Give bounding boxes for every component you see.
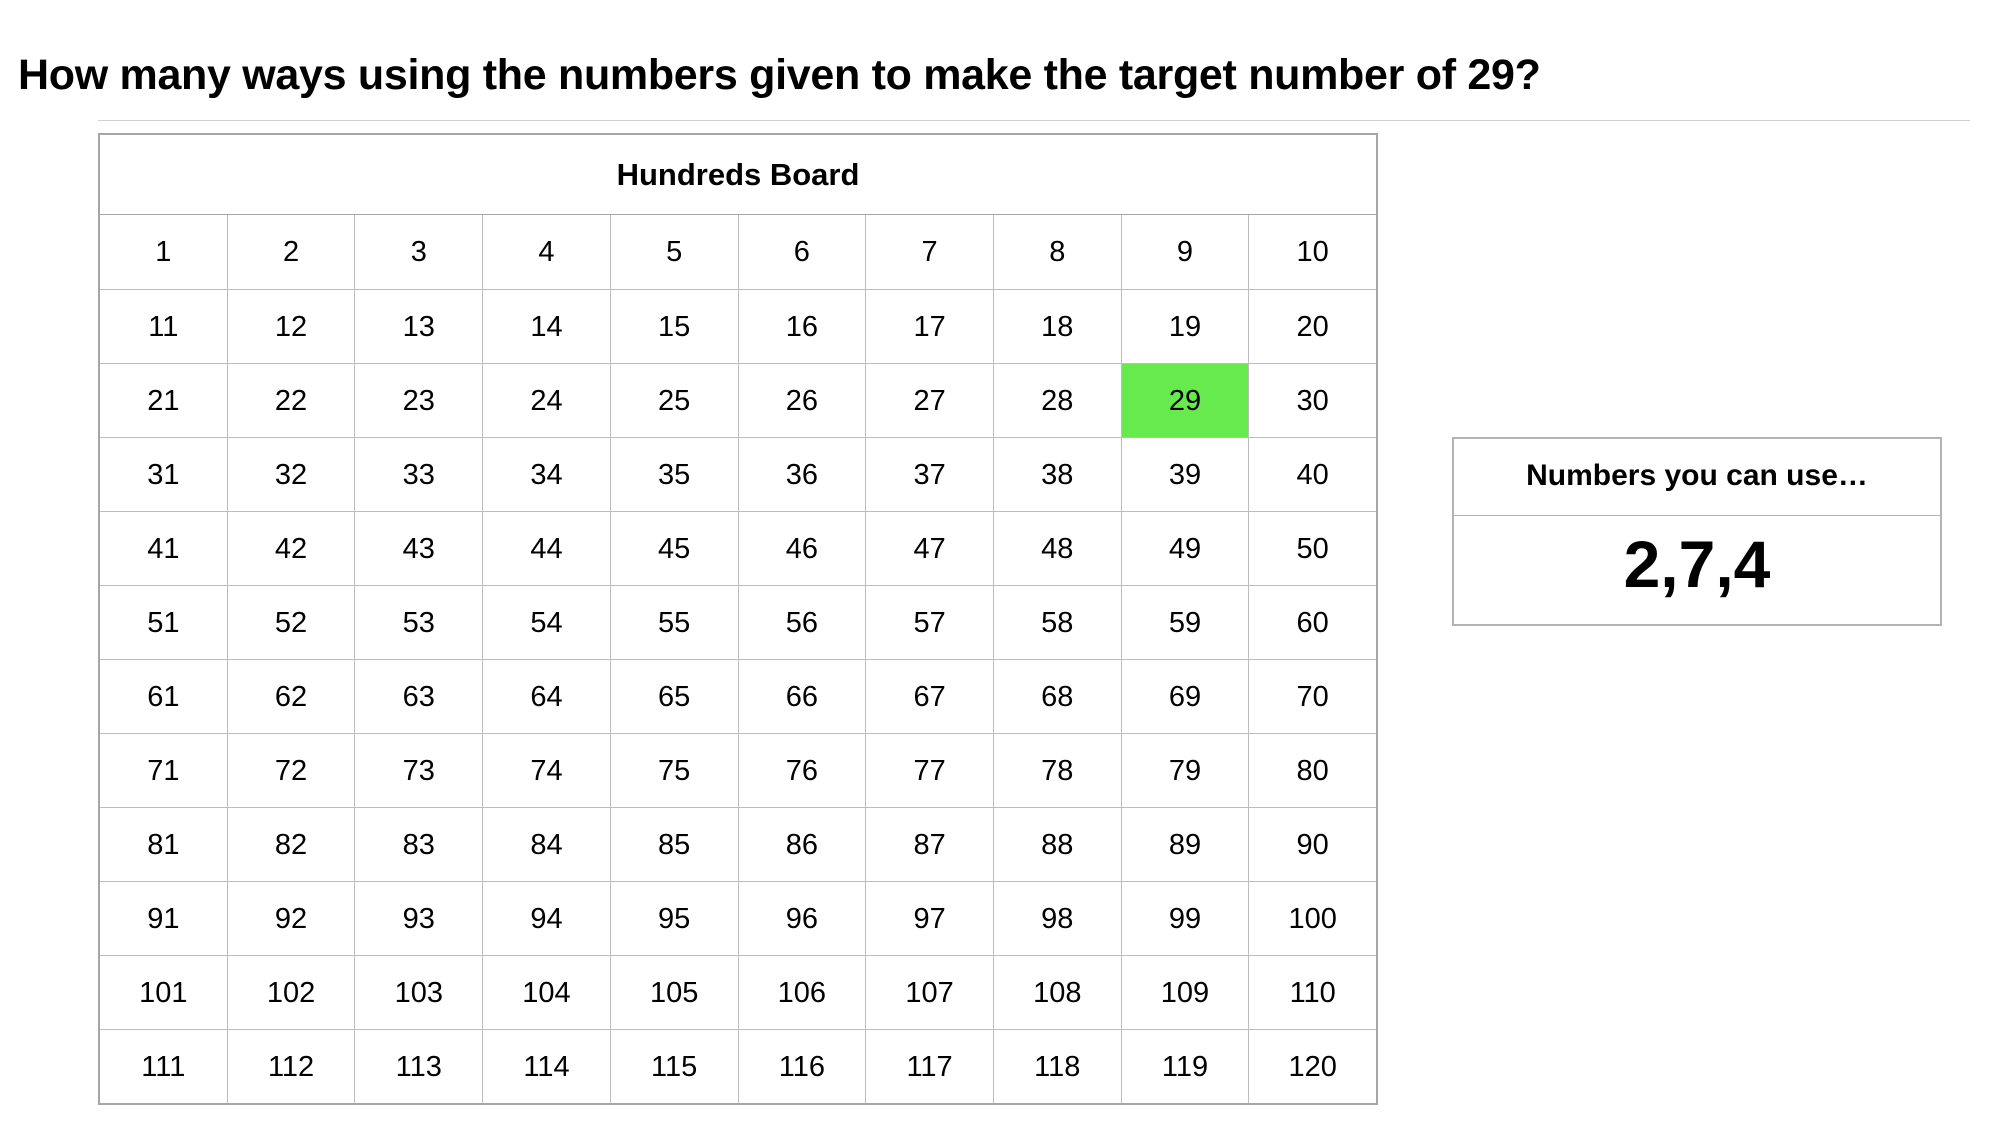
board-cell[interactable]: 102 — [227, 955, 355, 1029]
board-cell[interactable]: 58 — [993, 585, 1121, 659]
board-row — [100, 585, 1376, 659]
board-cell[interactable]: 53 — [354, 585, 482, 659]
board-cell[interactable]: 108 — [993, 955, 1121, 1029]
board-cell[interactable]: 83 — [354, 807, 482, 881]
numbers-you-can-use-panel — [1452, 437, 1942, 626]
board-cell[interactable]: 99 — [1121, 881, 1249, 955]
board-cell[interactable]: 57 — [865, 585, 993, 659]
board-cell[interactable]: 84 — [482, 807, 610, 881]
board-cell[interactable]: 40 — [1248, 437, 1376, 511]
board-cell[interactable]: 61 — [100, 659, 227, 733]
board-cell[interactable]: 13 — [354, 289, 482, 363]
board-cell[interactable]: 65 — [610, 659, 738, 733]
board-cell[interactable]: 103 — [354, 955, 482, 1029]
board-cell[interactable]: 75 — [610, 733, 738, 807]
board-cell[interactable]: 59 — [1121, 585, 1249, 659]
board-cell[interactable]: 116 — [738, 1029, 866, 1103]
board-cell[interactable]: 70 — [1248, 659, 1376, 733]
board-cell[interactable]: 97 — [865, 881, 993, 955]
board-cell[interactable]: 27 — [865, 363, 993, 437]
board-cell[interactable]: 86 — [738, 807, 866, 881]
board-cell[interactable]: 23 — [354, 363, 482, 437]
board-cell[interactable]: 51 — [100, 585, 227, 659]
board-cell[interactable]: 78 — [993, 733, 1121, 807]
board-cell[interactable]: 26 — [738, 363, 866, 437]
board-cell[interactable]: 15 — [610, 289, 738, 363]
board-cell[interactable]: 101 — [100, 955, 227, 1029]
board-cell[interactable]: 106 — [738, 955, 866, 1029]
board-cell[interactable]: 118 — [993, 1029, 1121, 1103]
board-cell[interactable]: 18 — [993, 289, 1121, 363]
board-cell[interactable]: 50 — [1248, 511, 1376, 585]
board-cell[interactable]: 82 — [227, 807, 355, 881]
hundreds-board — [98, 133, 1378, 1105]
board-cell[interactable]: 46 — [738, 511, 866, 585]
board-cell[interactable]: 56 — [738, 585, 866, 659]
board-cell[interactable]: 100 — [1248, 881, 1376, 955]
numbers-panel-value: 2,7,4 — [1623, 527, 1771, 602]
board-row — [100, 659, 1376, 733]
board-cell[interactable]: 77 — [865, 733, 993, 807]
board-cell[interactable]: 62 — [227, 659, 355, 733]
board-cell[interactable]: 63 — [354, 659, 482, 733]
board-cell[interactable]: 32 — [227, 437, 355, 511]
board-cell[interactable]: 49 — [1121, 511, 1249, 585]
board-row — [100, 807, 1376, 881]
board-cell[interactable]: 104 — [482, 955, 610, 1029]
board-cell[interactable]: 94 — [482, 881, 610, 955]
board-cell[interactable]: 111 — [100, 1029, 227, 1103]
board-cell[interactable]: 81 — [100, 807, 227, 881]
board-cell[interactable]: 87 — [865, 807, 993, 881]
board-cell[interactable]: 25 — [610, 363, 738, 437]
board-cell[interactable]: 112 — [227, 1029, 355, 1103]
board-cell[interactable]: 92 — [227, 881, 355, 955]
board-cell[interactable]: 39 — [1121, 437, 1249, 511]
board-cell[interactable]: 28 — [993, 363, 1121, 437]
board-cell-highlighted[interactable]: 29 — [1121, 363, 1249, 437]
board-cell[interactable]: 31 — [100, 437, 227, 511]
board-cell[interactable]: 12 — [227, 289, 355, 363]
board-cell[interactable]: 30 — [1248, 363, 1376, 437]
board-row — [100, 955, 1376, 1029]
board-cell[interactable]: 55 — [610, 585, 738, 659]
board-cell[interactable]: 5 — [610, 215, 738, 289]
board-cell[interactable]: 96 — [738, 881, 866, 955]
board-cell[interactable]: 113 — [354, 1029, 482, 1103]
board-cell[interactable]: 22 — [227, 363, 355, 437]
board-cell[interactable]: 60 — [1248, 585, 1376, 659]
board-cell[interactable]: 16 — [738, 289, 866, 363]
board-cell[interactable]: 45 — [610, 511, 738, 585]
hundreds-board-grid — [100, 215, 1376, 1103]
board-row — [100, 881, 1376, 955]
board-cell[interactable]: 79 — [1121, 733, 1249, 807]
board-cell[interactable]: 117 — [865, 1029, 993, 1103]
board-row — [100, 363, 1376, 437]
board-cell[interactable]: 89 — [1121, 807, 1249, 881]
board-cell[interactable]: 66 — [738, 659, 866, 733]
board-cell[interactable]: 74 — [482, 733, 610, 807]
board-cell[interactable]: 64 — [482, 659, 610, 733]
board-cell[interactable]: 114 — [482, 1029, 610, 1103]
hundreds-board-title: Hundreds Board — [100, 135, 1376, 215]
board-cell[interactable]: 76 — [738, 733, 866, 807]
board-cell[interactable]: 90 — [1248, 807, 1376, 881]
board-cell[interactable]: 21 — [100, 363, 227, 437]
board-cell[interactable]: 105 — [610, 955, 738, 1029]
board-cell[interactable]: 4 — [482, 215, 610, 289]
board-cell[interactable]: 6 — [738, 215, 866, 289]
board-cell[interactable]: 36 — [738, 437, 866, 511]
board-cell[interactable]: 68 — [993, 659, 1121, 733]
board-cell[interactable]: 98 — [993, 881, 1121, 955]
board-cell[interactable]: 19 — [1121, 289, 1249, 363]
board-row — [100, 511, 1376, 585]
board-cell[interactable]: 109 — [1121, 955, 1249, 1029]
board-cell[interactable]: 91 — [100, 881, 227, 955]
board-row — [100, 1029, 1376, 1103]
board-cell[interactable]: 110 — [1248, 955, 1376, 1029]
board-cell[interactable]: 88 — [993, 807, 1121, 881]
board-cell[interactable]: 71 — [100, 733, 227, 807]
board-row — [100, 289, 1376, 363]
board-cell[interactable]: 7 — [865, 215, 993, 289]
numbers-panel-title: Numbers you can use… — [1454, 439, 1940, 516]
board-cell[interactable]: 17 — [865, 289, 993, 363]
board-cell[interactable]: 47 — [865, 511, 993, 585]
board-cell[interactable]: 69 — [1121, 659, 1249, 733]
board-cell[interactable]: 115 — [610, 1029, 738, 1103]
board-cell[interactable]: 3 — [354, 215, 482, 289]
board-cell[interactable]: 20 — [1248, 289, 1376, 363]
board-cell[interactable]: 24 — [482, 363, 610, 437]
board-cell[interactable]: 14 — [482, 289, 610, 363]
board-cell[interactable]: 37 — [865, 437, 993, 511]
board-row — [100, 733, 1376, 807]
board-cell[interactable]: 107 — [865, 955, 993, 1029]
board-cell[interactable]: 33 — [354, 437, 482, 511]
board-cell[interactable]: 54 — [482, 585, 610, 659]
board-cell[interactable]: 67 — [865, 659, 993, 733]
board-cell[interactable]: 44 — [482, 511, 610, 585]
board-cell[interactable]: 11 — [100, 289, 227, 363]
board-cell[interactable]: 119 — [1121, 1029, 1249, 1103]
board-cell[interactable]: 34 — [482, 437, 610, 511]
board-cell[interactable]: 73 — [354, 733, 482, 807]
board-cell[interactable]: 120 — [1248, 1029, 1376, 1103]
board-cell[interactable]: 85 — [610, 807, 738, 881]
board-cell[interactable]: 52 — [227, 585, 355, 659]
board-row — [100, 437, 1376, 511]
board-cell[interactable]: 9 — [1121, 215, 1249, 289]
board-cell[interactable]: 8 — [993, 215, 1121, 289]
board-cell[interactable]: 2 — [227, 215, 355, 289]
board-cell[interactable]: 72 — [227, 733, 355, 807]
board-cell[interactable]: 95 — [610, 881, 738, 955]
page-title: How many ways using the numbers given to make the target number of 29? — [18, 50, 1541, 99]
board-cell[interactable]: 43 — [354, 511, 482, 585]
board-cell[interactable]: 48 — [993, 511, 1121, 585]
board-cell[interactable]: 93 — [354, 881, 482, 955]
board-cell[interactable]: 42 — [227, 511, 355, 585]
board-cell[interactable]: 41 — [100, 511, 227, 585]
board-cell[interactable]: 80 — [1248, 733, 1376, 807]
header-divider — [98, 120, 1970, 121]
board-row — [100, 215, 1376, 289]
board-cell[interactable]: 38 — [993, 437, 1121, 511]
board-cell[interactable]: 1 — [155, 236, 172, 268]
board-cell[interactable]: 10 — [1248, 215, 1376, 289]
board-cell[interactable]: 35 — [610, 437, 738, 511]
